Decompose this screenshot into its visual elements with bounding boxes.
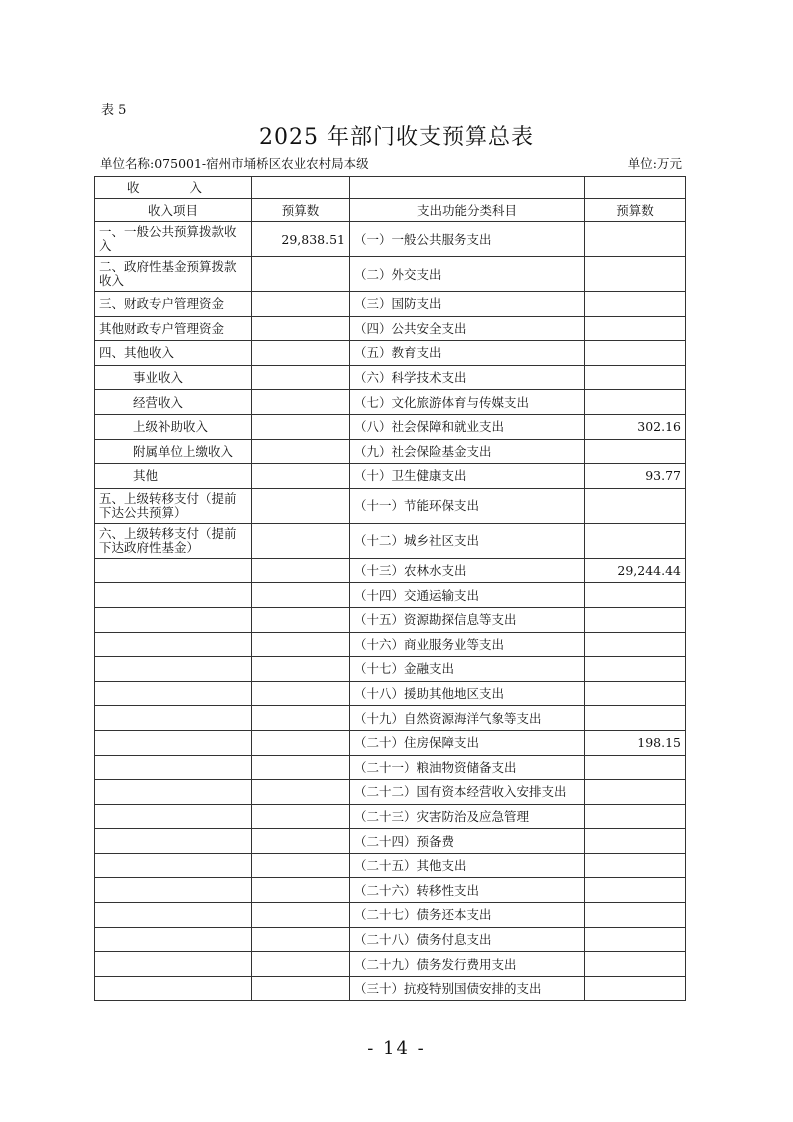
income-item-cell: 其他 [95, 464, 252, 489]
income-amount-cell [252, 390, 350, 415]
income-amount-cell [252, 976, 350, 1001]
income-amount-cell [252, 780, 350, 805]
income-item-cell: 六、上级转移支付（提前下达政府性基金） [95, 523, 252, 558]
expense-item-cell: （十二）城乡社区支出 [350, 523, 585, 558]
expense-amount-cell: 29,244.44 [585, 558, 686, 583]
expense-item-cell: （十三）农林水支出 [350, 558, 585, 583]
income-item-cell: 五、上级转移支付（提前下达公共预算） [95, 488, 252, 523]
table-row [95, 488, 686, 523]
income-item-cell [95, 558, 252, 583]
income-amount-cell [252, 878, 350, 903]
income-amount-cell [252, 903, 350, 928]
expense-amount-cell: 302.16 [585, 414, 686, 439]
income-amount-cell [252, 632, 350, 657]
table-row [95, 927, 686, 952]
income-amount-cell [252, 607, 350, 632]
column-header-row [95, 199, 686, 222]
header-blank-cell [252, 177, 350, 199]
income-item-cell [95, 780, 252, 805]
col-header-expense-amount: 预算数 [585, 199, 686, 222]
expense-amount-cell [585, 523, 686, 558]
expense-item-cell: （九）社会保险基金支出 [350, 439, 585, 464]
income-amount-cell [252, 464, 350, 489]
income-amount-cell [252, 681, 350, 706]
income-amount-cell [252, 316, 350, 341]
income-amount-cell [252, 657, 350, 682]
expense-amount-cell [585, 488, 686, 523]
header-blank-cell [585, 177, 686, 199]
table-row [95, 976, 686, 1001]
income-item-cell [95, 804, 252, 829]
table-row [95, 464, 686, 489]
expense-item-cell: （二十一）粮油物资储备支出 [350, 755, 585, 780]
income-amount-cell [252, 414, 350, 439]
table-row [95, 390, 686, 415]
expense-amount-cell [585, 706, 686, 731]
table-row [95, 607, 686, 632]
expense-item-cell: （十六）商业服务业等支出 [350, 632, 585, 657]
income-item-cell: 事业收入 [95, 365, 252, 390]
expense-item-cell: （十九）自然资源海洋气象等支出 [350, 706, 585, 731]
table-row [95, 632, 686, 657]
table-row [95, 829, 686, 854]
expense-item-cell: （十七）金融支出 [350, 657, 585, 682]
income-item-cell [95, 583, 252, 608]
col-header-income-item: 收入项目 [95, 199, 252, 222]
expense-amount-cell [585, 632, 686, 657]
expense-amount-cell [585, 780, 686, 805]
table-row [95, 755, 686, 780]
col-header-income-amount: 预算数 [252, 199, 350, 222]
expense-amount-cell [585, 257, 686, 292]
income-item-cell [95, 878, 252, 903]
expense-item-cell: （六）科学技术支出 [350, 365, 585, 390]
income-amount-cell [252, 755, 350, 780]
income-amount-cell [252, 341, 350, 366]
income-amount-cell [252, 488, 350, 523]
expense-amount-cell [585, 878, 686, 903]
expense-item-cell: （二十二）国有资本经营收入安排支出 [350, 780, 585, 805]
table-row [95, 681, 686, 706]
income-item-cell [95, 730, 252, 755]
table-row [95, 730, 686, 755]
table-row [95, 341, 686, 366]
income-amount-cell [252, 439, 350, 464]
table-row [95, 657, 686, 682]
table-row [95, 414, 686, 439]
income-amount-cell [252, 523, 350, 558]
expense-item-cell: （三十）抗疫特别国债安排的支出 [350, 976, 585, 1001]
table-row [95, 558, 686, 583]
income-item-cell [95, 657, 252, 682]
expense-item-cell: （七）文化旅游体育与传媒支出 [350, 390, 585, 415]
expense-amount-cell [585, 976, 686, 1001]
table-row [95, 952, 686, 977]
income-item-cell: 三、财政专户管理资金 [95, 292, 252, 317]
expense-amount-cell [585, 853, 686, 878]
income-amount-cell [252, 829, 350, 854]
income-item-cell [95, 829, 252, 854]
expense-amount-cell [585, 222, 686, 257]
table-row [95, 780, 686, 805]
expense-amount-cell [585, 952, 686, 977]
header-blank-cell [350, 177, 585, 199]
table-row [95, 316, 686, 341]
income-section-header: 收 入 [95, 177, 252, 199]
expense-item-cell: （十四）交通运输支出 [350, 583, 585, 608]
expense-item-cell: （三）国防支出 [350, 292, 585, 317]
expense-amount-cell [585, 341, 686, 366]
expense-item-cell: （十五）资源勘探信息等支出 [350, 607, 585, 632]
expense-amount-cell [585, 829, 686, 854]
table-row [95, 365, 686, 390]
income-amount-cell [252, 853, 350, 878]
expense-item-cell: （二十）住房保障支出 [350, 730, 585, 755]
expense-item-cell: （二十七）债务还本支出 [350, 903, 585, 928]
expense-item-cell: （十八）援助其他地区支出 [350, 681, 585, 706]
income-item-cell: 四、其他收入 [95, 341, 252, 366]
table-row [95, 706, 686, 731]
unit-line [100, 154, 682, 172]
income-item-cell [95, 927, 252, 952]
expense-amount-cell [585, 804, 686, 829]
col-header-expense-item: 支出功能分类科目 [350, 199, 585, 222]
income-amount-cell [252, 927, 350, 952]
income-item-cell [95, 706, 252, 731]
expense-item-cell: （二十五）其他支出 [350, 853, 585, 878]
expense-amount-cell [585, 755, 686, 780]
expense-amount-cell [585, 927, 686, 952]
expense-amount-cell: 93.77 [585, 464, 686, 489]
income-amount-cell [252, 730, 350, 755]
expense-amount-cell [585, 681, 686, 706]
table-row [95, 292, 686, 317]
table-row [95, 523, 686, 558]
expense-item-cell: （二）外交支出 [350, 257, 585, 292]
expense-amount-cell [585, 583, 686, 608]
currency-unit: 单位:万元 [627, 156, 682, 171]
table-row [95, 222, 686, 257]
table-row [95, 439, 686, 464]
income-amount-cell [252, 583, 350, 608]
income-amount-cell [252, 952, 350, 977]
income-item-cell: 其他财政专户管理资金 [95, 316, 252, 341]
expense-amount-cell [585, 439, 686, 464]
table-row [95, 804, 686, 829]
income-item-cell [95, 853, 252, 878]
page-title: 2025 年部门收支预算总表 [259, 125, 534, 150]
expense-amount-cell [585, 657, 686, 682]
expense-item-cell: （十一）节能环保支出 [350, 488, 585, 523]
income-item-cell [95, 952, 252, 977]
expense-item-cell: （十）卫生健康支出 [350, 464, 585, 489]
budget-table [94, 176, 686, 1001]
expense-item-cell: （二十九）债务发行费用支出 [350, 952, 585, 977]
income-item-cell: 附属单位上缴收入 [95, 439, 252, 464]
income-item-cell [95, 632, 252, 657]
expense-amount-cell [585, 390, 686, 415]
expense-amount-cell [585, 292, 686, 317]
expense-amount-cell: 198.15 [585, 730, 686, 755]
income-amount-cell [252, 558, 350, 583]
income-amount-cell [252, 804, 350, 829]
income-amount-cell: 29,838.51 [252, 222, 350, 257]
unit-name: 单位名称:075001-宿州市埇桥区农业农村局本级 [100, 156, 369, 171]
table-row [95, 878, 686, 903]
income-item-cell [95, 903, 252, 928]
income-amount-cell [252, 365, 350, 390]
section-header-row [95, 177, 686, 199]
income-amount-cell [252, 706, 350, 731]
expense-item-cell: （二十八）债务付息支出 [350, 927, 585, 952]
table-row [95, 257, 686, 292]
income-item-cell: 二、政府性基金预算拨款收入 [95, 257, 252, 292]
expense-item-cell: （二十三）灾害防治及应急管理 [350, 804, 585, 829]
expense-item-cell: （二十六）转移性支出 [350, 878, 585, 903]
income-item-cell [95, 976, 252, 1001]
table-row [95, 903, 686, 928]
income-item-cell: 上级补助收入 [95, 414, 252, 439]
expense-item-cell: （八）社会保障和就业支出 [350, 414, 585, 439]
table-row [95, 583, 686, 608]
income-item-cell [95, 681, 252, 706]
expense-item-cell: （一）一般公共服务支出 [350, 222, 585, 257]
expense-item-cell: （四）公共安全支出 [350, 316, 585, 341]
expense-amount-cell [585, 903, 686, 928]
expense-item-cell: （五）教育支出 [350, 341, 585, 366]
income-item-cell: 经营收入 [95, 390, 252, 415]
expense-item-cell: （二十四）预备费 [350, 829, 585, 854]
table-row [95, 853, 686, 878]
page-number: - 14 - [367, 1038, 426, 1059]
income-item-cell: 一、一般公共预算拨款收入 [95, 222, 252, 257]
table-label: 表 5 [101, 103, 127, 118]
income-item-cell [95, 755, 252, 780]
income-item-cell [95, 607, 252, 632]
expense-amount-cell [585, 316, 686, 341]
expense-amount-cell [585, 607, 686, 632]
income-amount-cell [252, 257, 350, 292]
expense-amount-cell [585, 365, 686, 390]
income-amount-cell [252, 292, 350, 317]
